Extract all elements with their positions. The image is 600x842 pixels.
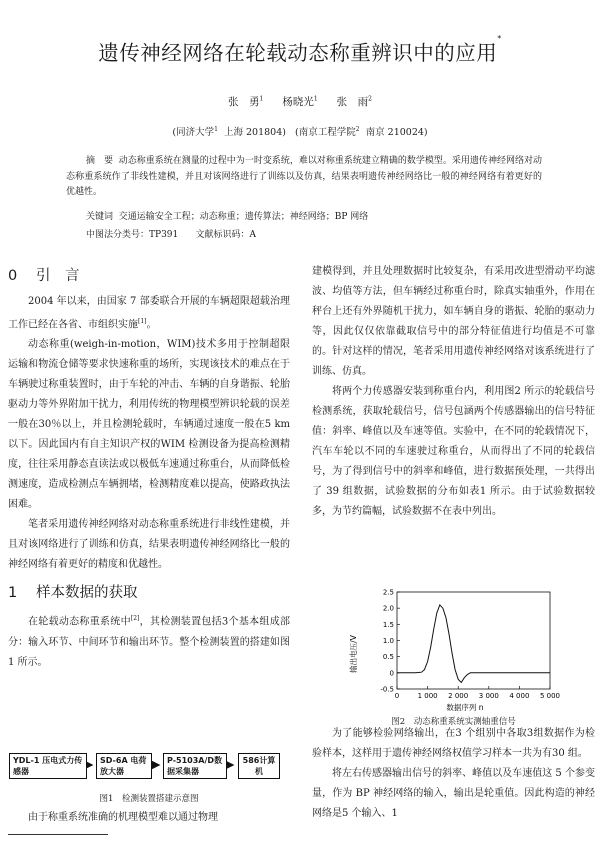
paragraph: 为了能够检验网络输出，在3 个组别中各取3组数据作为检验样本，这样用于遗传神经网络权值学习样本一共为有30 组。 (312, 728, 595, 759)
y-tick-label: 2.5 (382, 588, 394, 597)
x-tick-label: 2 000 (448, 692, 469, 700)
abstract-label: 摘 要 (86, 156, 114, 166)
block-amplifier: SD-6A 电荷放大器 (96, 753, 152, 779)
x-tick-label: 0 (394, 692, 400, 700)
footnote-rule (8, 834, 108, 835)
right-column-bottom (312, 724, 595, 824)
series-line-axle-signal (397, 605, 550, 683)
title-footnote-mark: * (497, 34, 502, 43)
paragraph: 在轮载动态称重系统中[2]，其检测装置包括3个基本组成部分：输入环节、中间环节和输出环节。整个检测装置的搭建如图1 所示。 (8, 615, 290, 668)
paragraph: 将左右传感器输出信号的斜率、峰值以及车速值这 5 个参变量，作为 BP 神经网络的输入，输出是轮重值。因此构造的神经网络是5 个输入、1 (312, 768, 595, 819)
chart-axes (380, 589, 560, 701)
block-daq: P-5103A/D数据采集器 (163, 753, 227, 779)
plot-frame (397, 592, 550, 689)
author-1: 张 勇$^1$ (227, 95, 264, 108)
section-0-heading: 0 引 言 (8, 268, 80, 284)
y-axis-label: 输出电压/V (349, 635, 358, 673)
classification: 中图法分类号：TP391 文献标识码：A (86, 230, 256, 240)
paper-title-text: 遗传神经网络在轮载动态称重辨识中的应用 (98, 41, 498, 65)
y-tick-label: -0.5 (380, 685, 394, 694)
figure-2-chart (345, 586, 560, 712)
figure-2-caption: 图2 动态称重系统实测轴重信号 (391, 717, 516, 727)
y-tick-label: 2.0 (382, 604, 394, 613)
x-tick-label: 4 000 (509, 692, 530, 700)
right-column-top (312, 262, 595, 522)
x-tick-label: 3 000 (478, 692, 499, 700)
y-tick-label: 0 (389, 669, 394, 678)
block-sensor: YDL-1 压电式力传感器 (9, 753, 87, 779)
author-3: 张 雨$^2$ (336, 95, 372, 108)
paragraph: 2004 年以来，由国家 7 部委联合开展的车辆超限超载治理工作已经在各省、市组织实施[1]。 (8, 296, 290, 331)
paragraph: 动态称重(weigh-in-motion，WIM)技术多用于控制超限运输和物流仓储等要求快速称重的场所，实现该技术的难点在于车辆驶过称重装置时，由于车轮的冲击、车辆的自身谐振、轮胎驱动力等外界附加干扰力，利用传统的物理模型辨识轮载的误差一般在30％以上，并且检测轮载时，车辆通过速度一般在5 km 以下。因此国内有自主知识产权的WIM 检测设备为提高检测精度，往往采用静态直读法或以极低车速通过称重台，从而降低检测速度，造成检测点车辆拥堵，检测精度难以提高，使路政执法困难。 (8, 339, 290, 511)
section-1-heading: 1 样本数据的获取 (8, 585, 138, 602)
author-2: 杨晓光$^1$ (282, 95, 318, 108)
y-tick-label: 0.5 (382, 653, 394, 662)
y-tick-label: 1.0 (382, 637, 394, 645)
keywords-text: 交通运输安全工程；动态称重；遗传算法；神经网络；BP 网络 (118, 212, 369, 222)
left-column-tail (8, 808, 290, 828)
paragraph: 笔者采用遗传神经网络对动态称重系统进行非线性建模，并且对该网络进行了训练和仿真，结果表明遗传神经网络比一般的神经网络有着更好的精度和优越性。 (8, 519, 290, 571)
x-axis-label: 数据序列 n (446, 703, 484, 712)
figure-1-caption: 图1 检测装置搭建示意图 (99, 794, 199, 804)
x-tick-label: 1 000 (417, 692, 438, 700)
affiliation-line: (同济大学$^1$ 上海 201804) (南京工程学院$^2$ 南京 210024) (172, 125, 428, 138)
paragraph: 由于称重系统准确的机理模型难以通过物理 (28, 812, 218, 823)
block-computer: 586计算机 (238, 753, 280, 779)
chart-marks (397, 605, 550, 683)
paragraph: 建模得到，并且处理数据时比较复杂，有采用改进型滑动平均滤波、均值等方法，但车辆经过称重台时，除真实轴重外，作用在秤台上还有外界随机干扰力，如车辆自身的谐振、轮胎的驱动力等，因此仅仅依靠截取信号中的部分特征值进行均值是不可靠的。针对这样的情况，笔者采用用遗传神经网络对该系统进行了训练、仿真。 (312, 266, 595, 377)
paragraph: 将两个力传感器安装到称重台内，利用图2 所示的轮载信号检测系统，获取轮载信号，信号包涵两个传感器输出的信号特征值：斜率、峰值以及车速等值。实验中，在不同的轮载情况下，汽车车轮以不同的车速驶过称重台，从而得出了不同的轮载信号，为了得到信号中的斜率和峰值，进行数据预处理，一共得出了 39 组数据，试验数据的分布如表1 所示。由于试验数据较多，为节约篇幅，试验数据不在表中列出。 (312, 386, 595, 517)
keywords-label: 关键词 (86, 212, 114, 222)
abstract-text: 动态称重系统在测量的过程中为一时变系统，难以对称重系统建立精确的数学模型。采用遗传神经网络对动态称重系统作了非线性建模，并且对该网络进行了训练以及仿真，结果表明遗传神经网络比一般的神经网络有着更好的优越性。 (66, 156, 542, 197)
x-tick-label: 5 000 (539, 692, 560, 700)
y-tick-label: 1.5 (382, 620, 394, 629)
